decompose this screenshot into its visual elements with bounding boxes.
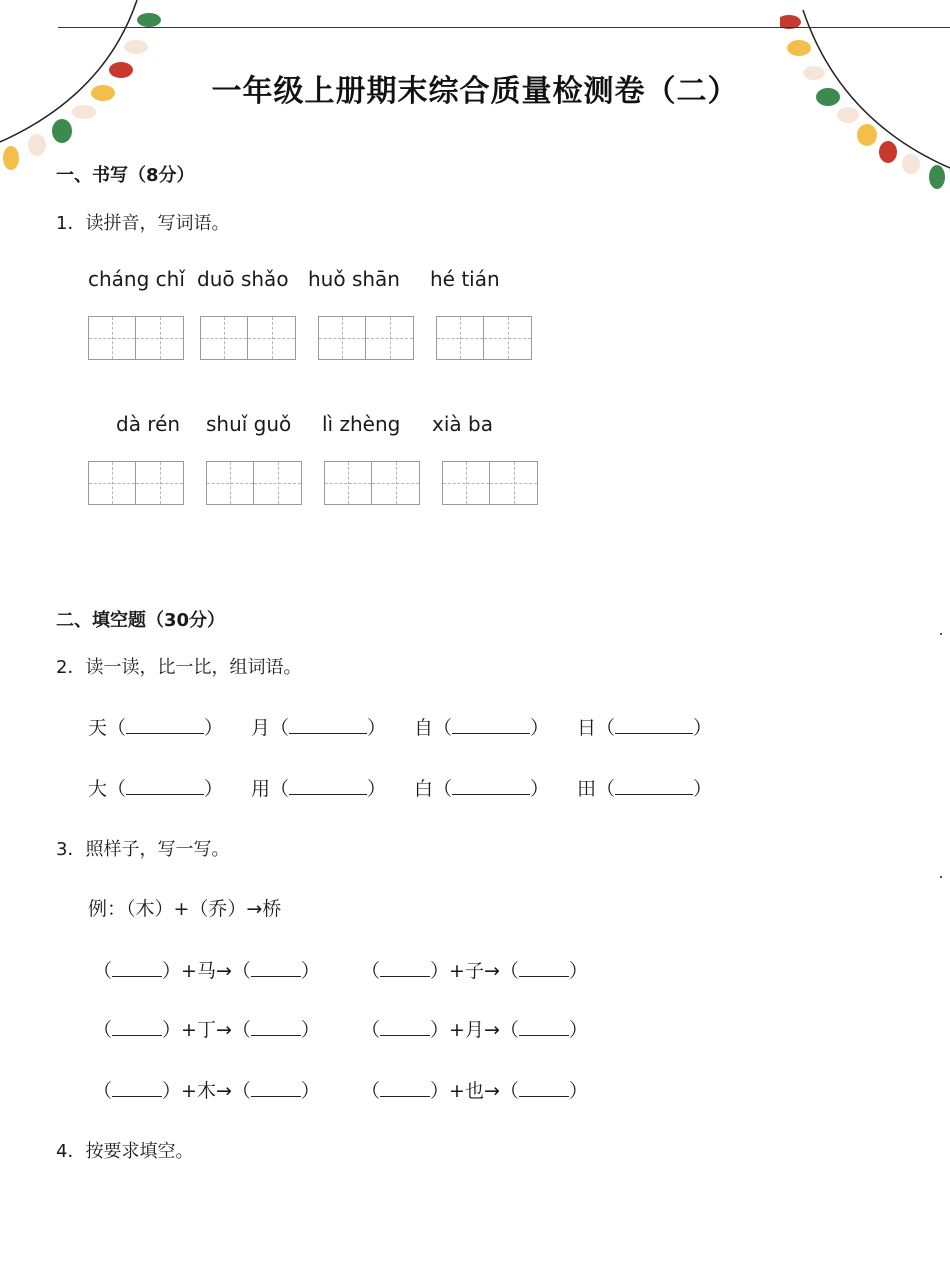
question-4-prompt: 4．按要求填空。 xyxy=(56,1141,194,1162)
answer-blank[interactable] xyxy=(519,1078,569,1097)
margin-mark xyxy=(940,633,942,635)
answer-blank[interactable] xyxy=(126,776,204,795)
compose-item[interactable]: （ ）+也→（ ） xyxy=(361,1080,588,1102)
component-character: 木 xyxy=(196,1080,216,1102)
word-blank-item[interactable]: 自（ ） xyxy=(414,717,550,739)
compose-item[interactable]: （ ）+丁→（ ） xyxy=(93,1019,320,1041)
pinyin-label: dà rén xyxy=(116,412,181,436)
answer-blank[interactable] xyxy=(519,958,569,977)
answer-blank[interactable] xyxy=(380,958,430,977)
compose-item[interactable]: （ ）+马→（ ） xyxy=(93,960,320,982)
answer-blank[interactable] xyxy=(615,715,693,734)
section-heading-fill-in: 二、填空题（30分） xyxy=(56,610,226,631)
component-character: 子 xyxy=(464,960,484,982)
answer-blank[interactable] xyxy=(126,715,204,734)
base-character: 日 xyxy=(577,717,597,739)
writing-grid[interactable] xyxy=(88,316,184,360)
pinyin-label: cháng chǐ xyxy=(88,267,185,291)
writing-grid[interactable] xyxy=(442,461,538,505)
pinyin-label: duō shǎo xyxy=(197,267,289,291)
answer-blank[interactable] xyxy=(289,776,367,795)
answer-blank[interactable] xyxy=(112,1017,162,1036)
section-heading-writing: 一、书写（8分） xyxy=(56,165,195,186)
writing-grid[interactable] xyxy=(324,461,420,505)
answer-blank[interactable] xyxy=(289,715,367,734)
compose-item[interactable]: （ ）+子→（ ） xyxy=(361,960,588,982)
question-2-prompt: 2．读一读，比一比，组词语。 xyxy=(56,657,302,678)
pinyin-label: lì zhèng xyxy=(322,412,401,436)
word-blank-item[interactable]: 月（ ） xyxy=(251,717,387,739)
base-character: 天 xyxy=(88,717,108,739)
answer-blank[interactable] xyxy=(112,1078,162,1097)
word-blank-item[interactable]: 天（ ） xyxy=(88,717,224,739)
margin-mark xyxy=(940,876,942,878)
page-title: 一年级上册期末综合质量检测卷（二） xyxy=(211,74,739,109)
answer-blank[interactable] xyxy=(615,776,693,795)
answer-blank[interactable] xyxy=(380,1078,430,1097)
question-1-prompt: 1．读拼音，写词语。 xyxy=(56,213,230,234)
word-blank-item[interactable]: 大（ ） xyxy=(88,778,224,800)
base-character: 大 xyxy=(88,778,108,800)
answer-blank[interactable] xyxy=(380,1017,430,1036)
writing-grid[interactable] xyxy=(318,316,414,360)
top-divider xyxy=(58,27,950,28)
answer-blank[interactable] xyxy=(112,958,162,977)
example-text: 例：（木）+（乔）→桥 xyxy=(88,898,282,920)
base-character: 田 xyxy=(577,778,597,800)
answer-blank[interactable] xyxy=(251,958,301,977)
pinyin-label: huǒ shān xyxy=(308,267,400,291)
answer-blank[interactable] xyxy=(519,1017,569,1036)
writing-grid[interactable] xyxy=(206,461,302,505)
writing-grid[interactable] xyxy=(436,316,532,360)
compose-item[interactable]: （ ）+月→（ ） xyxy=(361,1019,588,1041)
writing-grid[interactable] xyxy=(200,316,296,360)
base-character: 月 xyxy=(251,717,271,739)
word-blank-item[interactable]: 田（ ） xyxy=(577,778,713,800)
answer-blank[interactable] xyxy=(452,715,530,734)
pinyin-label: hé tián xyxy=(430,267,500,291)
word-blank-item[interactable]: 用（ ） xyxy=(251,778,387,800)
writing-grid[interactable] xyxy=(88,461,184,505)
component-character: 月 xyxy=(464,1019,484,1041)
pinyin-label: shuǐ guǒ xyxy=(206,412,292,436)
answer-blank[interactable] xyxy=(452,776,530,795)
pinyin-label: xià ba xyxy=(432,412,493,436)
word-blank-item[interactable]: 白（ ） xyxy=(414,778,550,800)
question-3-prompt: 3．照样子，写一写。 xyxy=(56,839,230,860)
component-character: 丁 xyxy=(196,1019,216,1041)
answer-blank[interactable] xyxy=(251,1017,301,1036)
base-character: 自 xyxy=(414,717,434,739)
component-character: 也 xyxy=(464,1080,484,1102)
word-blank-item[interactable]: 日（ ） xyxy=(577,717,713,739)
answer-blank[interactable] xyxy=(251,1078,301,1097)
base-character: 用 xyxy=(251,778,271,800)
compose-item[interactable]: （ ）+木→（ ） xyxy=(93,1080,320,1102)
base-character: 白 xyxy=(414,778,434,800)
component-character: 马 xyxy=(196,960,216,982)
